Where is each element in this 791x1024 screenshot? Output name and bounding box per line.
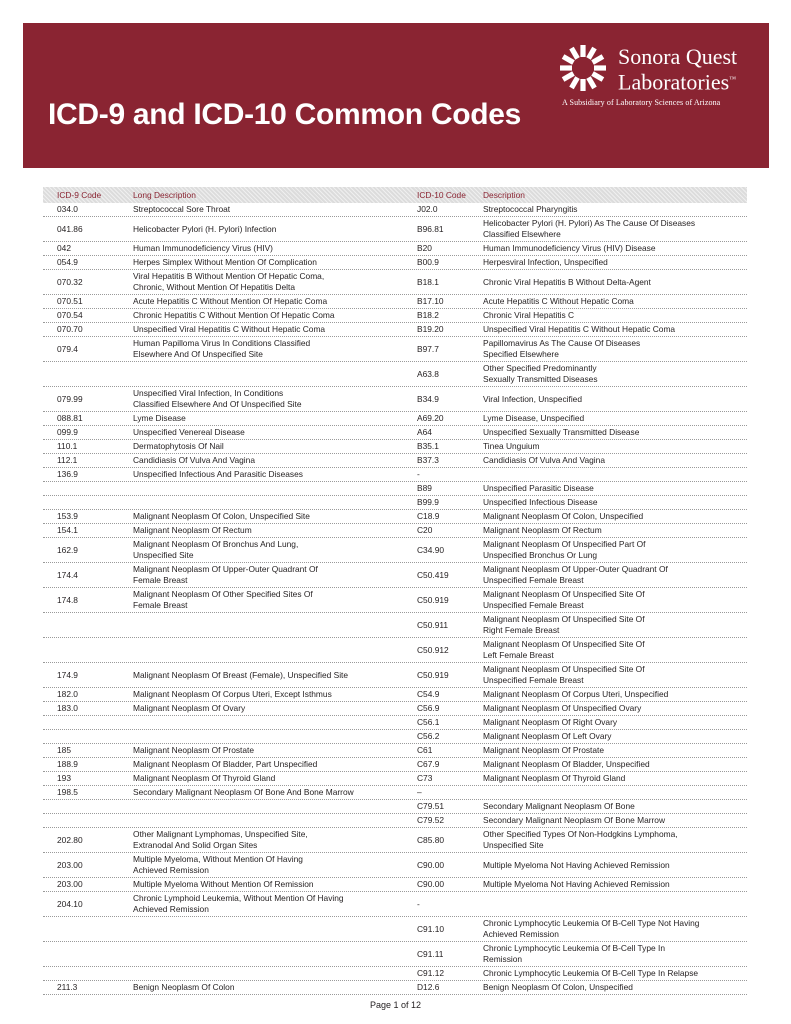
cell-description: Secondary Malignant Neoplasm Of Bone Marrow bbox=[483, 815, 666, 825]
cell-icd10-code: B17.10 bbox=[417, 296, 444, 306]
cell-long-description: Malignant Neoplasm Of Bladder, Part Unspecified bbox=[133, 759, 318, 769]
cell-icd9-code: 041.86 bbox=[57, 223, 83, 234]
table-row bbox=[43, 663, 747, 688]
page-number: Page 1 of 12 bbox=[369, 1000, 422, 1010]
cell-icd10-code: A63.8 bbox=[417, 368, 439, 379]
cell-icd9-code: 185 bbox=[57, 745, 71, 755]
sonora-quest-logo-icon bbox=[558, 43, 608, 93]
table-row bbox=[43, 270, 747, 295]
cell-description: Malignant Neoplasm Of Corpus Uteri, Unspecified bbox=[483, 689, 669, 699]
cell-description: Unspecified Infectious Disease bbox=[483, 497, 598, 507]
cell-icd9-code bbox=[43, 806, 133, 808]
cell-long-description bbox=[133, 373, 413, 375]
table-row bbox=[43, 362, 747, 387]
cell-long-description: Malignant Neoplasm Of Thyroid Gland bbox=[133, 773, 276, 783]
codes-table bbox=[43, 187, 747, 995]
cell-long-description: Human Papilloma Virus In Conditions Classified Elsewhere And Of Unspecified Site bbox=[133, 338, 311, 359]
cell-icd10-code: C91.12 bbox=[417, 968, 445, 978]
cell-long-description: Unspecified Viral Infection, In Conditions Classified Elsewhere And Of Unspecified Site bbox=[133, 388, 302, 409]
cell-description: Malignant Neoplasm Of Thyroid Gland bbox=[483, 773, 626, 783]
table-row bbox=[43, 524, 747, 538]
cell-icd10-code: C61 bbox=[417, 745, 433, 755]
table-row bbox=[43, 387, 747, 412]
cell-long-description: Chronic Hepatitis C Without Mention Of Hepatic Coma bbox=[133, 310, 335, 320]
cell-icd10-code: C50.919 bbox=[417, 669, 449, 680]
cell-description: Chronic Lymphocytic Leukemia Of B-Cell Type Not Having Achieved Remission bbox=[483, 918, 700, 939]
cell-description: Malignant Neoplasm Of Upper-Outer Quadrant Of Unspecified Female Breast bbox=[483, 564, 668, 585]
cell-icd10-code: C50.911 bbox=[417, 619, 449, 630]
cell-long-description: Dermatophytosis Of Nail bbox=[133, 441, 224, 451]
cell-icd9-code: 034.0 bbox=[57, 204, 78, 214]
cell-icd10-code: C54.9 bbox=[417, 689, 440, 699]
cell-long-description: Malignant Neoplasm Of Breast (Female), Unspecified Site bbox=[133, 669, 349, 680]
cell-icd9-code: 154.1 bbox=[57, 525, 78, 535]
cell-icd9-code bbox=[43, 953, 133, 955]
cell-long-description bbox=[133, 624, 413, 626]
cell-icd9-code: 070.51 bbox=[57, 296, 83, 306]
header-icd10-code: ICD-10 Code bbox=[417, 189, 466, 200]
cell-description: Malignant Neoplasm Of Unspecified Part Of Unspecified Bronchus Or Lung bbox=[483, 539, 646, 560]
cell-icd9-code: 110.1 bbox=[57, 441, 78, 451]
table-row bbox=[43, 942, 747, 967]
cell-icd9-code: 203.00 bbox=[57, 859, 83, 870]
table-body bbox=[43, 203, 747, 995]
cell-icd9-code: 153.9 bbox=[57, 511, 78, 521]
table-row bbox=[43, 917, 747, 942]
cell-icd9-code bbox=[43, 502, 133, 504]
cell-icd9-code: 079.4 bbox=[57, 343, 78, 354]
page-title: ICD-9 and ICD-10 Common Codes bbox=[48, 98, 522, 131]
table-row bbox=[43, 638, 747, 663]
cell-icd10-code: C79.52 bbox=[417, 815, 445, 825]
cell-icd9-code: 188.9 bbox=[57, 759, 78, 769]
cell-long-description: Malignant Neoplasm Of Upper-Outer Quadrant Of Female Breast bbox=[133, 564, 318, 585]
cell-icd10-code: C90.00 bbox=[417, 859, 445, 870]
cell-icd9-code bbox=[43, 488, 133, 490]
logo-wordmark-line2: Laboratories™ bbox=[618, 69, 737, 95]
table-row bbox=[43, 242, 747, 256]
table-row bbox=[43, 814, 747, 828]
logo-spoke bbox=[586, 47, 597, 60]
logo-spoke bbox=[580, 79, 585, 91]
cell-icd9-code: 174.4 bbox=[57, 569, 78, 580]
table-row bbox=[43, 510, 747, 524]
cell-description: Malignant Neoplasm Of Left Ovary bbox=[483, 731, 612, 741]
table-row bbox=[43, 853, 747, 878]
table-row bbox=[43, 588, 747, 613]
cell-description: Helicobacter Pylori (H. Pylori) As The Cause Of Diseases Classified Elsewhere bbox=[483, 218, 696, 239]
cell-icd10-code: B34.9 bbox=[417, 393, 439, 404]
table-row bbox=[43, 613, 747, 638]
cell-icd10-code: A69.20 bbox=[417, 413, 444, 423]
table-row bbox=[43, 482, 747, 496]
logo-spoke bbox=[569, 76, 580, 89]
cell-icd10-code: C90.00 bbox=[417, 879, 445, 889]
table-row bbox=[43, 758, 747, 772]
table-row bbox=[43, 744, 747, 758]
cell-description: Candidiasis Of Vulva And Vagina bbox=[483, 455, 605, 465]
cell-icd10-code: B99.9 bbox=[417, 497, 439, 507]
cell-long-description: Helicobacter Pylori (H. Pylori) Infection bbox=[133, 223, 277, 234]
table-row bbox=[43, 426, 747, 440]
cell-long-description bbox=[133, 488, 413, 490]
cell-icd10-code: C67.9 bbox=[417, 759, 440, 769]
cell-icd10-code: C85.80 bbox=[417, 834, 445, 845]
table-row bbox=[43, 337, 747, 362]
cell-icd10-code: C91.11 bbox=[417, 948, 444, 959]
cell-long-description: Multiple Myeloma, Without Mention Of Having Achieved Remission bbox=[133, 854, 303, 875]
table-row bbox=[43, 786, 747, 800]
cell-long-description bbox=[133, 806, 413, 808]
cell-icd10-code: B35.1 bbox=[417, 441, 439, 451]
cell-icd9-code: 162.9 bbox=[57, 544, 78, 555]
cell-icd9-code: 088.81 bbox=[57, 413, 83, 423]
cell-icd9-code: 182.0 bbox=[57, 689, 78, 699]
cell-description: Malignant Neoplasm Of Rectum bbox=[483, 525, 602, 535]
table-row bbox=[43, 323, 747, 337]
cell-description: Malignant Neoplasm Of Colon, Unspecified bbox=[483, 511, 644, 521]
header-banner bbox=[23, 23, 769, 168]
cell-icd9-code: 198.5 bbox=[57, 787, 78, 797]
cell-icd9-code: 203.00 bbox=[57, 879, 83, 889]
cell-long-description: Secondary Malignant Neoplasm Of Bone And Bone Marrow bbox=[133, 787, 354, 797]
cell-long-description: Malignant Neoplasm Of Rectum bbox=[133, 525, 252, 535]
table-row bbox=[43, 730, 747, 744]
cell-icd10-code: C50.919 bbox=[417, 594, 449, 605]
cell-long-description bbox=[133, 973, 413, 975]
table-row bbox=[43, 772, 747, 786]
cell-description: Unspecified Viral Hepatitis C Without Hepatic Coma bbox=[483, 324, 676, 334]
cell-description: Tinea Unguium bbox=[483, 441, 540, 451]
cell-long-description: Unspecified Venereal Disease bbox=[133, 427, 245, 437]
cell-description bbox=[483, 474, 747, 476]
cell-icd10-code: B19.20 bbox=[417, 324, 444, 334]
cell-long-description bbox=[133, 736, 413, 738]
table-row bbox=[43, 440, 747, 454]
cell-icd10-code: A64 bbox=[417, 427, 432, 437]
cell-icd10-code: B97.7 bbox=[417, 343, 439, 354]
cell-icd10-code: C79.51 bbox=[417, 801, 445, 811]
cell-icd9-code: 070.70 bbox=[57, 324, 83, 334]
logo-spoke bbox=[569, 47, 580, 60]
cell-icd9-code bbox=[43, 722, 133, 724]
cell-long-description bbox=[133, 649, 413, 651]
cell-description: Other Specified Types Of Non-Hodgkins Lymphoma, Unspecified Site bbox=[483, 829, 678, 850]
cell-description: Unspecified Parasitic Disease bbox=[483, 483, 594, 493]
table-row bbox=[43, 688, 747, 702]
cell-description: Malignant Neoplasm Of Right Ovary bbox=[483, 717, 618, 727]
table-row bbox=[43, 468, 747, 482]
cell-long-description: Malignant Neoplasm Of Other Specified Sites Of Female Breast bbox=[133, 589, 313, 610]
cell-icd10-code: B89 bbox=[417, 483, 432, 493]
cell-long-description bbox=[133, 928, 413, 930]
cell-icd9-code: 193 bbox=[57, 773, 71, 783]
cell-description: Papillomavirus As The Cause Of Diseases Specified Elsewhere bbox=[483, 338, 641, 359]
table-row bbox=[43, 800, 747, 814]
cell-long-description: Candidiasis Of Vulva And Vagina bbox=[133, 455, 255, 465]
cell-icd10-code: - bbox=[417, 898, 420, 909]
header-long-description: Long Description bbox=[133, 189, 196, 200]
cell-description: Malignant Neoplasm Of Prostate bbox=[483, 745, 605, 755]
table-row bbox=[43, 203, 747, 217]
cell-description: Other Specified Predominantly Sexually Transmitted Diseases bbox=[483, 363, 598, 384]
cell-description: Chronic Viral Hepatitis B Without Delta-Agent bbox=[483, 276, 651, 287]
table-row bbox=[43, 256, 747, 270]
cell-long-description bbox=[133, 722, 413, 724]
cell-description: Malignant Neoplasm Of Bladder, Unspecified bbox=[483, 759, 650, 769]
cell-description: Multiple Myeloma Not Having Achieved Remission bbox=[483, 879, 670, 889]
cell-icd9-code bbox=[43, 820, 133, 822]
cell-description: Streptococcal Pharyngitis bbox=[483, 204, 578, 214]
cell-long-description: Viral Hepatitis B Without Mention Of Hepatic Coma, Chronic, Without Mention Of Hepatitis Delta bbox=[133, 271, 325, 292]
cell-icd9-code bbox=[43, 928, 133, 930]
table-row bbox=[43, 716, 747, 730]
cell-long-description: Malignant Neoplasm Of Prostate bbox=[133, 745, 255, 755]
cell-long-description: Herpes Simplex Without Mention Of Complication bbox=[133, 257, 317, 267]
header-description: Description bbox=[483, 189, 525, 200]
cell-description bbox=[483, 903, 747, 905]
cell-icd9-code: 136.9 bbox=[57, 469, 78, 479]
cell-icd10-code: C56.9 bbox=[417, 703, 440, 713]
table-header bbox=[43, 187, 747, 203]
cell-icd10-code: B18.1 bbox=[417, 276, 439, 287]
cell-long-description: Malignant Neoplasm Of Colon, Unspecified Site bbox=[133, 511, 310, 521]
cell-description: Human Immunodeficiency Virus (HIV) Disease bbox=[483, 243, 656, 253]
cell-description: Secondary Malignant Neoplasm Of Bone bbox=[483, 801, 635, 811]
cell-icd9-code: 211.3 bbox=[57, 982, 78, 992]
cell-icd10-code: B20 bbox=[417, 243, 432, 253]
cell-description: Viral Infection, Unspecified bbox=[483, 393, 583, 404]
table-row bbox=[43, 496, 747, 510]
logo-wordmark-line1: Sonora Quest bbox=[618, 44, 738, 69]
cell-icd10-code: C91.10 bbox=[417, 923, 445, 934]
cell-long-description: Chronic Lymphoid Leukemia, Without Mention Of Having Achieved Remission bbox=[133, 893, 344, 914]
table-row bbox=[43, 217, 747, 242]
logo-spoke bbox=[586, 76, 597, 89]
cell-icd10-code: J02.0 bbox=[417, 204, 438, 214]
cell-description: Malignant Neoplasm Of Unspecified Ovary bbox=[483, 703, 642, 713]
cell-description: Malignant Neoplasm Of Unspecified Site Of Right Female Breast bbox=[483, 614, 645, 635]
cell-icd10-code: C34.90 bbox=[417, 544, 445, 555]
cell-long-description: Benign Neoplasm Of Colon bbox=[133, 982, 235, 992]
cell-icd10-code: B96.81 bbox=[417, 223, 444, 234]
table-row bbox=[43, 309, 747, 323]
cell-long-description: Malignant Neoplasm Of Ovary bbox=[133, 703, 246, 713]
cell-icd9-code: 174.8 bbox=[57, 594, 78, 605]
cell-icd9-code: 054.9 bbox=[57, 257, 78, 267]
cell-long-description: Unspecified Viral Hepatitis C Without Hepatic Coma bbox=[133, 324, 326, 334]
cell-icd10-code: C18.9 bbox=[417, 511, 440, 521]
cell-icd10-code: C56.1 bbox=[417, 717, 440, 727]
logo-spoke bbox=[580, 45, 585, 57]
table-row bbox=[43, 702, 747, 716]
logo-tagline: A Subsidiary of Laboratory Sciences of Arizona bbox=[562, 98, 721, 107]
cell-icd9-code: 202.80 bbox=[57, 834, 83, 845]
cell-icd9-code: 042 bbox=[57, 243, 71, 253]
cell-icd10-code: C73 bbox=[417, 773, 433, 783]
cell-description: Malignant Neoplasm Of Unspecified Site Of Left Female Breast bbox=[483, 639, 645, 660]
cell-description: Lyme Disease, Unspecified bbox=[483, 413, 585, 423]
cell-icd10-code: C20 bbox=[417, 525, 433, 535]
cell-description: Chronic Lymphocytic Leukemia Of B-Cell Type In Relapse bbox=[483, 968, 699, 978]
cell-description bbox=[483, 792, 747, 794]
cell-description: Chronic Lymphocytic Leukemia Of B-Cell Type In Remission bbox=[483, 943, 665, 964]
cell-long-description: Other Malignant Lymphomas, Unspecified Site, Extranodal And Solid Organ Sites bbox=[133, 829, 308, 850]
table-row bbox=[43, 892, 747, 917]
cell-long-description: Streptococcal Sore Throat bbox=[133, 204, 231, 214]
cell-description: Benign Neoplasm Of Colon, Unspecified bbox=[483, 982, 633, 992]
logo-spoke bbox=[591, 71, 604, 82]
cell-long-description bbox=[133, 502, 413, 504]
cell-icd9-code: 070.32 bbox=[57, 276, 83, 287]
cell-long-description: Multiple Myeloma Without Mention Of Remission bbox=[133, 879, 314, 889]
cell-long-description: Malignant Neoplasm Of Corpus Uteri, Except Isthmus bbox=[133, 689, 332, 699]
cell-icd10-code: – bbox=[417, 787, 422, 797]
cell-icd9-code: 099.9 bbox=[57, 427, 78, 437]
cell-long-description: Malignant Neoplasm Of Bronchus And Lung, Unspecified Site bbox=[133, 539, 299, 560]
cell-icd10-code: C50.912 bbox=[417, 644, 449, 655]
cell-icd10-code: B37.3 bbox=[417, 455, 439, 465]
cell-description: Malignant Neoplasm Of Unspecified Site Of Unspecified Female Breast bbox=[483, 664, 645, 685]
cell-icd10-code: C56.2 bbox=[417, 731, 440, 741]
cell-description: Acute Hepatitis C Without Hepatic Coma bbox=[483, 296, 634, 306]
cell-description: Multiple Myeloma Not Having Achieved Remission bbox=[483, 859, 670, 870]
cell-icd9-code: 070.54 bbox=[57, 310, 83, 320]
logo-spoke bbox=[562, 54, 575, 65]
table-row bbox=[43, 878, 747, 892]
header-icd9-code: ICD-9 Code bbox=[57, 189, 102, 200]
table-row bbox=[43, 412, 747, 426]
cell-icd9-code bbox=[43, 373, 133, 375]
table-row bbox=[43, 563, 747, 588]
table-row bbox=[43, 538, 747, 563]
logo-spoke bbox=[591, 54, 604, 65]
cell-icd9-code bbox=[43, 624, 133, 626]
cell-long-description bbox=[133, 953, 413, 955]
table-row bbox=[43, 828, 747, 853]
cell-icd9-code bbox=[43, 649, 133, 651]
cell-icd10-code: - bbox=[417, 469, 420, 479]
cell-long-description: Acute Hepatitis C Without Mention Of Hepatic Coma bbox=[133, 296, 328, 306]
cell-description: Chronic Viral Hepatitis C bbox=[483, 310, 575, 320]
logo-spoke bbox=[594, 65, 606, 70]
cell-long-description: Human Immunodeficiency Virus (HIV) bbox=[133, 243, 273, 253]
cell-icd9-code: 183.0 bbox=[57, 703, 78, 713]
cell-icd10-code: B18.2 bbox=[417, 310, 439, 320]
cell-icd9-code: 204.10 bbox=[57, 898, 83, 909]
cell-long-description: Lyme Disease bbox=[133, 413, 186, 423]
cell-icd9-code bbox=[43, 973, 133, 975]
cell-description: Malignant Neoplasm Of Unspecified Site Of Unspecified Female Breast bbox=[483, 589, 645, 610]
cell-description: Unspecified Sexually Transmitted Disease bbox=[483, 427, 640, 437]
logo-spoke bbox=[560, 65, 572, 70]
table-row bbox=[43, 454, 747, 468]
cell-long-description: Unspecified Infectious And Parasitic Diseases bbox=[133, 469, 303, 479]
logo-spoke bbox=[562, 71, 575, 82]
cell-icd10-code: B00.9 bbox=[417, 257, 439, 267]
table-row bbox=[43, 295, 747, 309]
table-row bbox=[43, 967, 747, 981]
cell-description: Herpesviral Infection, Unspecified bbox=[483, 257, 608, 267]
cell-icd9-code: 079.99 bbox=[57, 393, 83, 404]
cell-long-description bbox=[133, 820, 413, 822]
table-row bbox=[43, 981, 747, 995]
cell-icd10-code: C50.419 bbox=[417, 569, 449, 580]
cell-icd10-code: D12.6 bbox=[417, 982, 440, 992]
cell-icd9-code: 174.9 bbox=[57, 669, 78, 680]
cell-icd9-code: 112.1 bbox=[57, 455, 78, 465]
cell-icd9-code bbox=[43, 736, 133, 738]
